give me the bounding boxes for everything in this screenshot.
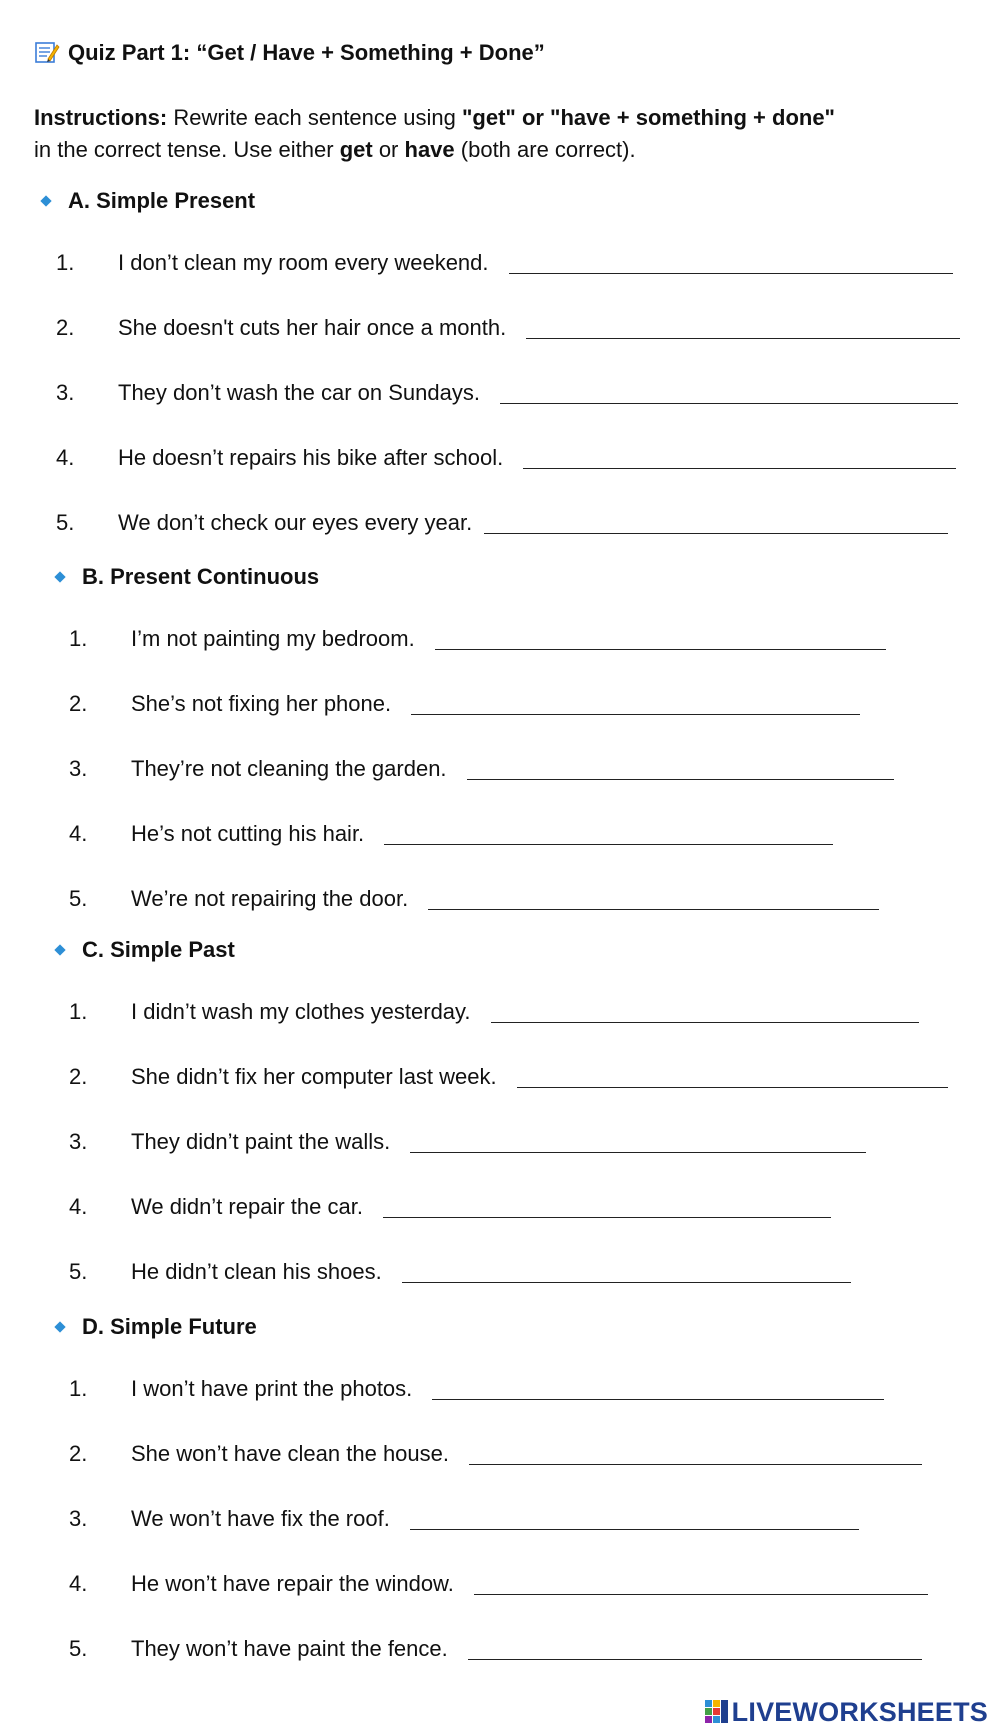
question-number: 4. (69, 1571, 88, 1596)
answer-blank[interactable] (383, 1217, 831, 1218)
memo-icon (34, 40, 60, 64)
instructions-text-b: in the correct tense. Use either (34, 137, 340, 162)
question-text: They don’t wash the car on Sundays. (118, 380, 480, 405)
instructions-line-2 (34, 134, 835, 166)
question-text: I don’t clean my room every weekend. (118, 250, 489, 275)
question-text: She’s not fixing her phone. (131, 691, 392, 716)
answer-blank[interactable] (469, 1464, 922, 1465)
answer-blank[interactable] (491, 1022, 919, 1023)
answer-blank[interactable] (523, 468, 956, 469)
answer-blank[interactable] (509, 273, 953, 274)
question-text: They didn’t paint the walls. (131, 1129, 391, 1154)
question-number: 1. (69, 1376, 88, 1401)
instructions-line-1 (34, 102, 835, 134)
answer-blank[interactable] (474, 1594, 928, 1595)
answer-blank[interactable] (484, 533, 948, 534)
question-number: 3. (69, 1129, 88, 1154)
answer-blank[interactable] (526, 338, 960, 339)
question-number: 1. (69, 999, 88, 1024)
question-number: 3. (69, 756, 88, 781)
section-heading-text: D. Simple Future (82, 1314, 257, 1339)
question-text: We don’t check our eyes every year. (118, 510, 473, 535)
answer-blank[interactable] (410, 1529, 859, 1530)
section-heading-text: A. Simple Present (68, 188, 256, 213)
section-heading (42, 188, 255, 214)
liveworksheets-logo (705, 1697, 988, 1728)
question-number: 2. (69, 1064, 88, 1089)
question-text: I didn’t wash my clothes yesterday. (131, 999, 471, 1024)
page-title (34, 40, 545, 66)
diamond-bullet-icon (40, 195, 51, 206)
question-text: We didn’t repair the car. (131, 1194, 363, 1219)
section-heading (56, 937, 235, 963)
instructions-label: Instructions: (34, 105, 168, 130)
section-heading (56, 1314, 257, 1340)
answer-blank[interactable] (467, 779, 894, 780)
answer-blank[interactable] (432, 1399, 884, 1400)
diamond-bullet-icon (54, 1321, 65, 1332)
question-text: I won’t have print the photos. (131, 1376, 413, 1401)
instructions-get: get (339, 137, 373, 162)
section-heading-text: C. Simple Past (82, 937, 235, 962)
question-text: She won’t have clean the house. (131, 1441, 450, 1466)
title-text: Quiz Part 1: “Get / Have + Something + Done” (68, 40, 545, 65)
answer-blank[interactable] (468, 1659, 922, 1660)
section-heading (56, 564, 319, 590)
question-text: He won’t have repair the window. (131, 1571, 454, 1596)
question-number: 5. (69, 1636, 88, 1661)
question-text: We won’t have fix the roof. (131, 1506, 390, 1531)
instructions-have: have (404, 137, 455, 162)
instructions-phrase: "get" or "have + something + done" (461, 105, 835, 130)
instructions-text-a: Rewrite each sentence using (167, 105, 462, 130)
answer-blank[interactable] (410, 1152, 866, 1153)
answer-blank[interactable] (500, 403, 958, 404)
question-text: I’m not painting my bedroom. (131, 626, 415, 651)
diamond-bullet-icon (54, 944, 65, 955)
answer-blank[interactable] (384, 844, 833, 845)
question-number: 3. (69, 1506, 88, 1531)
instructions (34, 102, 835, 166)
answer-blank[interactable] (428, 909, 879, 910)
question-text: They’re not cleaning the garden. (131, 756, 447, 781)
question-number: 2. (69, 691, 88, 716)
answer-blank[interactable] (435, 649, 886, 650)
question-text: They won’t have paint the fence. (131, 1636, 448, 1661)
answer-blank[interactable] (411, 714, 860, 715)
question-text: We’re not repairing the door. (131, 886, 409, 911)
question-number: 2. (56, 315, 75, 340)
question-number: 2. (69, 1441, 88, 1466)
logo-grid-icon (705, 1700, 729, 1724)
instructions-or: or (372, 137, 405, 162)
question-number: 5. (69, 886, 88, 911)
question-number: 5. (69, 1259, 88, 1284)
logo-text: LIVEWORKSHEETS (731, 1697, 988, 1727)
question-number: 4. (56, 445, 75, 470)
question-number: 4. (69, 1194, 88, 1219)
diamond-bullet-icon (54, 571, 65, 582)
question-number: 4. (69, 821, 88, 846)
question-number: 1. (56, 250, 75, 275)
question-text: He doesn’t repairs his bike after school. (118, 445, 504, 470)
question-number: 1. (69, 626, 88, 651)
instructions-text-c: (both are correct). (454, 137, 636, 162)
question-number: 5. (56, 510, 75, 535)
question-number: 3. (56, 380, 75, 405)
answer-blank[interactable] (402, 1282, 851, 1283)
answer-blank[interactable] (517, 1087, 948, 1088)
section-heading-text: B. Present Continuous (82, 564, 320, 589)
question-text: He didn’t clean his shoes. (131, 1259, 382, 1284)
question-text: She doesn't cuts her hair once a month. (118, 315, 507, 340)
question-text: He’s not cutting his hair. (131, 821, 365, 846)
question-text: She didn’t fix her computer last week. (131, 1064, 497, 1089)
